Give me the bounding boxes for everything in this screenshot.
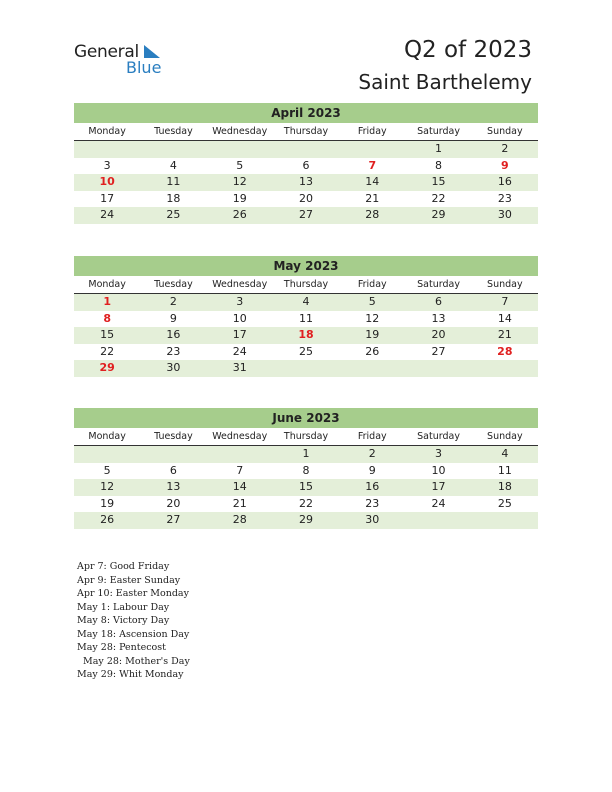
weekday-label: Sunday bbox=[487, 126, 523, 137]
weekday-label: Saturday bbox=[417, 126, 460, 137]
day-cell: 23 bbox=[497, 191, 512, 205]
day-cell: 30 bbox=[166, 361, 181, 375]
day-cell: 30 bbox=[497, 208, 512, 222]
day-cell: 18 bbox=[298, 328, 314, 342]
day-cell: 22 bbox=[431, 191, 446, 205]
week-row bbox=[74, 496, 538, 513]
day-cell: 10 bbox=[431, 463, 446, 477]
empty-day-cell bbox=[405, 360, 471, 377]
day-cell: 10 bbox=[99, 175, 115, 189]
month-header: June 2023 bbox=[74, 408, 538, 428]
week-row bbox=[74, 463, 538, 480]
weekday-header-row bbox=[74, 428, 538, 446]
day-cell: 15 bbox=[298, 480, 313, 494]
week-row bbox=[74, 207, 538, 224]
weekday-label: Tuesday bbox=[154, 126, 193, 137]
day-cell: 1 bbox=[302, 447, 310, 460]
day-cell: 7 bbox=[368, 158, 377, 172]
weekday-label: Wednesday bbox=[212, 126, 268, 137]
weekday-label: Sunday bbox=[487, 431, 523, 442]
logo bbox=[74, 42, 174, 78]
day-cell: 24 bbox=[232, 344, 247, 358]
day-cell: 27 bbox=[431, 344, 446, 358]
month-calendar-may bbox=[74, 256, 538, 377]
month-header: May 2023 bbox=[74, 256, 538, 276]
weekday-label: Tuesday bbox=[154, 279, 193, 290]
day-cell: 4 bbox=[302, 295, 310, 308]
month-calendar-april bbox=[74, 103, 538, 224]
day-cell: 6 bbox=[169, 463, 177, 477]
day-cell: 25 bbox=[166, 208, 181, 222]
week-row bbox=[74, 360, 538, 377]
weekday-label: Saturday bbox=[417, 279, 460, 290]
empty-day-cell bbox=[74, 446, 140, 463]
day-cell: 19 bbox=[365, 328, 380, 342]
day-cell: 17 bbox=[431, 480, 446, 494]
holiday-note: May 1: Labour Day bbox=[77, 601, 170, 613]
weekday-label: Thursday bbox=[283, 431, 329, 442]
day-cell: 7 bbox=[236, 463, 244, 477]
day-cell: 8 bbox=[103, 311, 111, 325]
empty-day-cell bbox=[339, 141, 405, 158]
page-subtitle: Saint Barthelemy bbox=[358, 70, 532, 94]
empty-day-cell bbox=[472, 360, 538, 377]
holiday-note: May 29: Whit Monday bbox=[77, 669, 184, 680]
day-cell: 6 bbox=[435, 295, 443, 308]
weekday-label: Wednesday bbox=[212, 279, 268, 290]
day-cell: 9 bbox=[169, 311, 177, 325]
day-cell: 26 bbox=[365, 344, 380, 358]
week-row bbox=[74, 141, 538, 158]
day-cell: 27 bbox=[166, 513, 181, 527]
day-cell: 13 bbox=[298, 175, 313, 189]
day-cell: 27 bbox=[298, 208, 313, 222]
logo-general-text: General bbox=[74, 42, 139, 62]
weekday-label: Monday bbox=[88, 279, 126, 290]
holiday-note: May 8: Victory Day bbox=[77, 615, 170, 626]
weekday-label: Monday bbox=[88, 126, 126, 137]
day-cell: 23 bbox=[365, 496, 380, 510]
weekday-label: Thursday bbox=[283, 279, 329, 290]
day-cell: 19 bbox=[232, 191, 247, 205]
day-cell: 31 bbox=[232, 361, 247, 375]
day-cell: 25 bbox=[497, 496, 512, 510]
weekday-label: Tuesday bbox=[154, 431, 193, 442]
empty-day-cell bbox=[140, 446, 206, 463]
empty-day-cell bbox=[140, 141, 206, 158]
day-cell: 21 bbox=[365, 191, 380, 205]
day-cell: 3 bbox=[103, 158, 111, 172]
weekday-label: Wednesday bbox=[212, 431, 268, 442]
day-cell: 12 bbox=[365, 311, 380, 325]
empty-day-cell bbox=[472, 512, 538, 529]
holiday-note: May 28: Pentecost bbox=[77, 642, 166, 653]
holiday-note: Apr 10: Easter Monday bbox=[77, 588, 189, 599]
day-cell: 21 bbox=[497, 328, 512, 342]
day-cell: 24 bbox=[431, 496, 446, 510]
page-title: Q2 of 2023 bbox=[403, 37, 532, 63]
day-cell: 15 bbox=[431, 175, 446, 189]
weekday-header-row bbox=[74, 123, 538, 141]
day-cell: 2 bbox=[368, 447, 376, 460]
day-cell: 8 bbox=[435, 158, 443, 172]
weekday-label: Friday bbox=[357, 431, 387, 442]
day-cell: 22 bbox=[100, 344, 115, 358]
day-cell: 14 bbox=[497, 311, 512, 325]
day-cell: 15 bbox=[100, 328, 115, 342]
empty-day-cell bbox=[74, 141, 140, 158]
day-cell: 5 bbox=[368, 295, 376, 308]
day-cell: 16 bbox=[365, 480, 380, 494]
day-cell: 20 bbox=[166, 496, 181, 510]
day-cell: 28 bbox=[497, 344, 513, 358]
day-cell: 3 bbox=[236, 295, 244, 308]
day-cell: 5 bbox=[103, 463, 111, 477]
day-cell: 6 bbox=[302, 158, 310, 172]
day-cell: 9 bbox=[368, 463, 376, 477]
day-cell: 12 bbox=[100, 480, 115, 494]
day-cell: 20 bbox=[431, 328, 446, 342]
day-cell: 13 bbox=[431, 311, 446, 325]
holiday-notes bbox=[77, 560, 190, 682]
week-row bbox=[74, 174, 538, 191]
weekday-label: Sunday bbox=[487, 279, 523, 290]
day-cell: 11 bbox=[497, 463, 512, 477]
day-cell: 20 bbox=[298, 191, 313, 205]
week-row bbox=[74, 311, 538, 328]
day-cell: 18 bbox=[497, 480, 512, 494]
day-cell: 16 bbox=[497, 175, 512, 189]
day-cell: 10 bbox=[232, 311, 247, 325]
day-cell: 29 bbox=[99, 361, 115, 375]
day-cell: 26 bbox=[232, 208, 247, 222]
day-cell: 23 bbox=[166, 344, 181, 358]
weekday-label: Friday bbox=[357, 279, 387, 290]
day-cell: 11 bbox=[298, 311, 313, 325]
weekday-label: Thursday bbox=[283, 126, 329, 137]
day-cell: 13 bbox=[166, 480, 181, 494]
day-cell: 7 bbox=[501, 295, 509, 308]
weekday-label: Friday bbox=[357, 126, 387, 137]
holiday-note: Apr 9: Easter Sunday bbox=[77, 574, 181, 586]
week-row bbox=[74, 327, 538, 344]
logo-blue-text: Blue bbox=[126, 58, 162, 77]
day-cell: 3 bbox=[435, 447, 443, 460]
day-cell: 14 bbox=[232, 480, 247, 494]
empty-day-cell bbox=[273, 360, 339, 377]
day-cell: 28 bbox=[232, 513, 247, 527]
day-cell: 30 bbox=[365, 513, 380, 527]
holiday-note: May 18: Ascension Day bbox=[77, 628, 190, 640]
holiday-note: Apr 7: Good Friday bbox=[77, 561, 170, 572]
weekday-label: Saturday bbox=[417, 431, 460, 442]
week-row bbox=[74, 344, 538, 361]
week-row bbox=[74, 158, 538, 175]
day-cell: 4 bbox=[169, 158, 177, 172]
week-row bbox=[74, 446, 538, 463]
day-cell: 28 bbox=[365, 208, 380, 222]
day-cell: 4 bbox=[501, 447, 509, 460]
day-cell: 14 bbox=[365, 175, 380, 189]
month-calendar-june bbox=[74, 408, 538, 529]
month-header: April 2023 bbox=[74, 103, 538, 123]
day-cell: 16 bbox=[166, 328, 181, 342]
day-cell: 5 bbox=[236, 158, 244, 172]
day-cell: 25 bbox=[298, 344, 313, 358]
day-cell: 29 bbox=[298, 513, 313, 527]
day-cell: 29 bbox=[431, 208, 446, 222]
day-cell: 1 bbox=[435, 142, 443, 155]
day-cell: 24 bbox=[100, 208, 115, 222]
day-cell: 18 bbox=[166, 191, 181, 205]
empty-day-cell bbox=[207, 446, 273, 463]
day-cell: 26 bbox=[100, 513, 115, 527]
day-cell: 1 bbox=[103, 295, 111, 308]
day-cell: 11 bbox=[166, 175, 181, 189]
week-row bbox=[74, 512, 538, 529]
week-row bbox=[74, 191, 538, 208]
empty-day-cell bbox=[273, 141, 339, 158]
day-cell: 2 bbox=[169, 295, 177, 308]
day-cell: 17 bbox=[100, 191, 115, 205]
empty-day-cell bbox=[339, 360, 405, 377]
day-cell: 17 bbox=[232, 328, 247, 342]
day-cell: 19 bbox=[100, 496, 115, 510]
week-row bbox=[74, 294, 538, 311]
empty-day-cell bbox=[405, 512, 471, 529]
empty-day-cell bbox=[207, 141, 273, 158]
weekday-label: Monday bbox=[88, 431, 126, 442]
day-cell: 9 bbox=[501, 158, 509, 172]
day-cell: 22 bbox=[298, 496, 313, 510]
day-cell: 12 bbox=[232, 175, 247, 189]
day-cell: 21 bbox=[232, 496, 247, 510]
holiday-note: May 28: Mother's Day bbox=[77, 655, 190, 667]
week-row bbox=[74, 479, 538, 496]
day-cell: 8 bbox=[302, 463, 310, 477]
day-cell: 2 bbox=[501, 142, 509, 155]
weekday-header-row bbox=[74, 276, 538, 294]
